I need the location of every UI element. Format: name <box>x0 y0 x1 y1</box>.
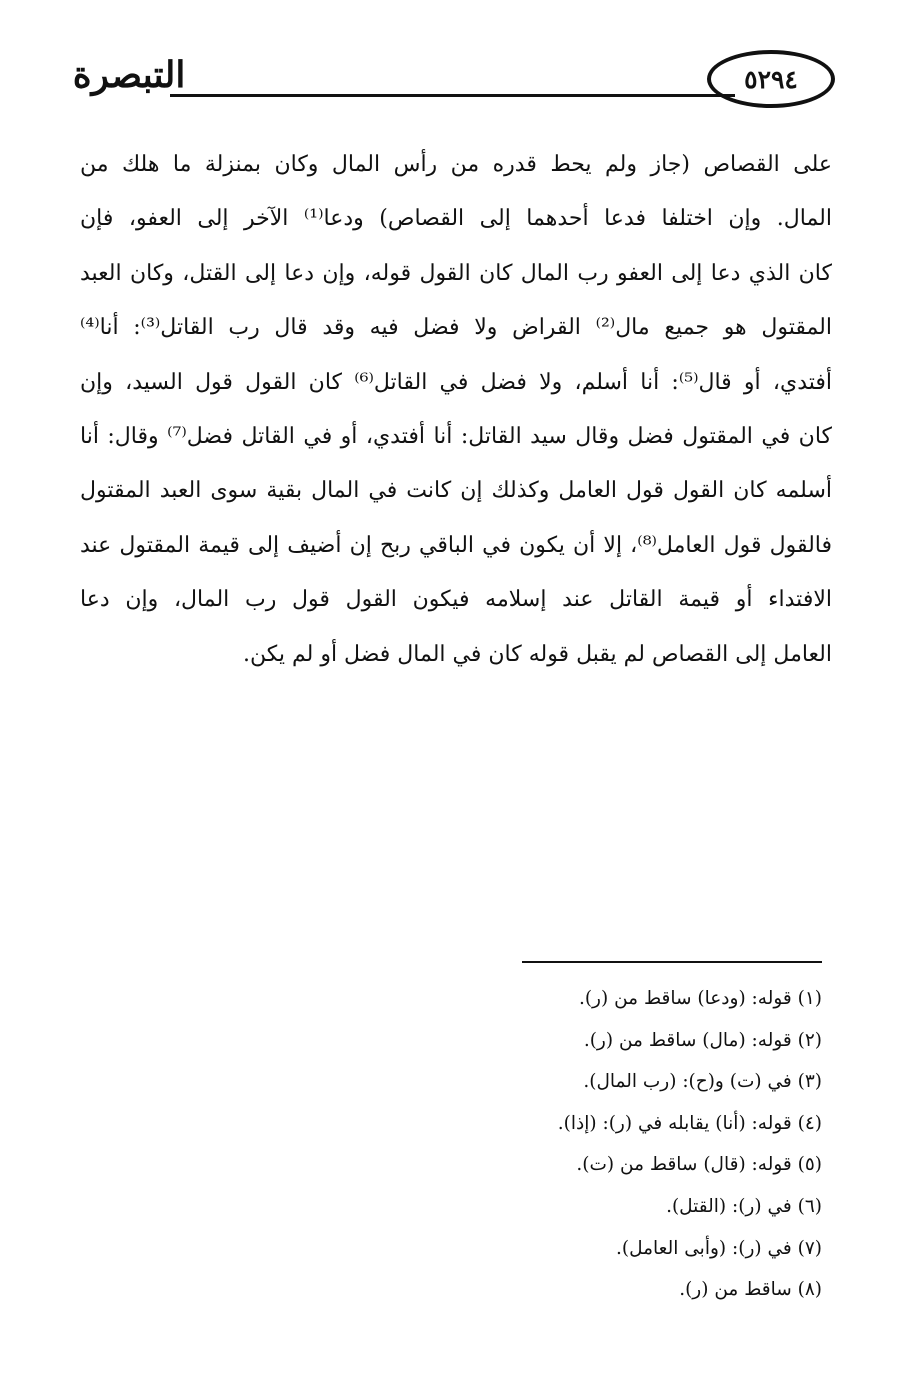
footnote: (١) قوله: (ودعا) ساقط من (ر). <box>578 988 822 1009</box>
text-line: العامل إلى القصاص لم يقبل قوله كان في المال فضل أو لم يكن. <box>242 641 832 667</box>
page-header <box>70 42 835 112</box>
footnotes <box>430 978 822 1311</box>
footnote: (٧) في (ر): (وأبى العامل). <box>616 1237 822 1259</box>
footnote: (٤) قوله: (أنا) يقابله في (ر): (إذا). <box>557 1112 822 1134</box>
text-line: الافتداء أو قيمة القاتل عند إسلامه فيكون القول قول رب المال، وإن دعا <box>80 587 832 613</box>
footnote: (٦) في (ر): (القتل). <box>666 1195 822 1217</box>
text-line: المال. وإن اختلفا فدعا أحدهما إلى القصاص) ودعا⁽¹⁾ الآخر إلى العفو، فإن <box>80 206 832 232</box>
text-line: فالقول قول العامل⁽⁸⁾، إلا أن يكون في الباقي ربح إن أضيف إلى قيمة المقتول عند <box>80 532 832 558</box>
text-line: كان في المقتول فضل وقال سيد القاتل: أنا أفتدي، أو في القاتل فضل⁽⁷⁾ وقال: أنا <box>80 423 832 449</box>
header-rule <box>170 94 735 97</box>
main-text <box>80 138 832 682</box>
footnote: (٣) في (ت) و(ح): (رب المال). <box>583 1071 822 1093</box>
book-title: التبصرة <box>72 54 186 96</box>
footnote: (٨) ساقط من (ر). <box>679 1279 822 1301</box>
footnote: (٥) قوله: (قال) ساقط من (ت). <box>576 1154 822 1176</box>
text-line: كان الذي دعا إلى العفو رب المال كان القول قوله، وإن دعا إلى القتل، وكان العبد <box>80 260 832 286</box>
footnote: (٢) قوله: (مال) ساقط من (ر). <box>583 1029 822 1051</box>
page-number-badge <box>707 50 835 108</box>
text-line: أسلمه كان القول قول العامل وكذلك إن كانت في المال بقية سوى العبد المقتول <box>80 478 832 504</box>
text-line: أفتدي، أو قال⁽⁵⁾: أنا أسلم، ولا فضل في القاتل⁽⁶⁾ كان القول قول السيد، وإن <box>80 369 832 395</box>
page-number: ٥٢٩٤ <box>744 64 798 94</box>
text-line: على القصاص (جاز ولم يحط قدره من رأس المال وكان بمنزلة ما هلك من <box>80 152 832 177</box>
text-line: المقتول هو جميع مال⁽²⁾ القراض ولا فضل فيه وقد قال رب القاتل⁽³⁾: أنا⁽⁴⁾ <box>80 315 832 341</box>
footnote-separator <box>522 961 822 963</box>
